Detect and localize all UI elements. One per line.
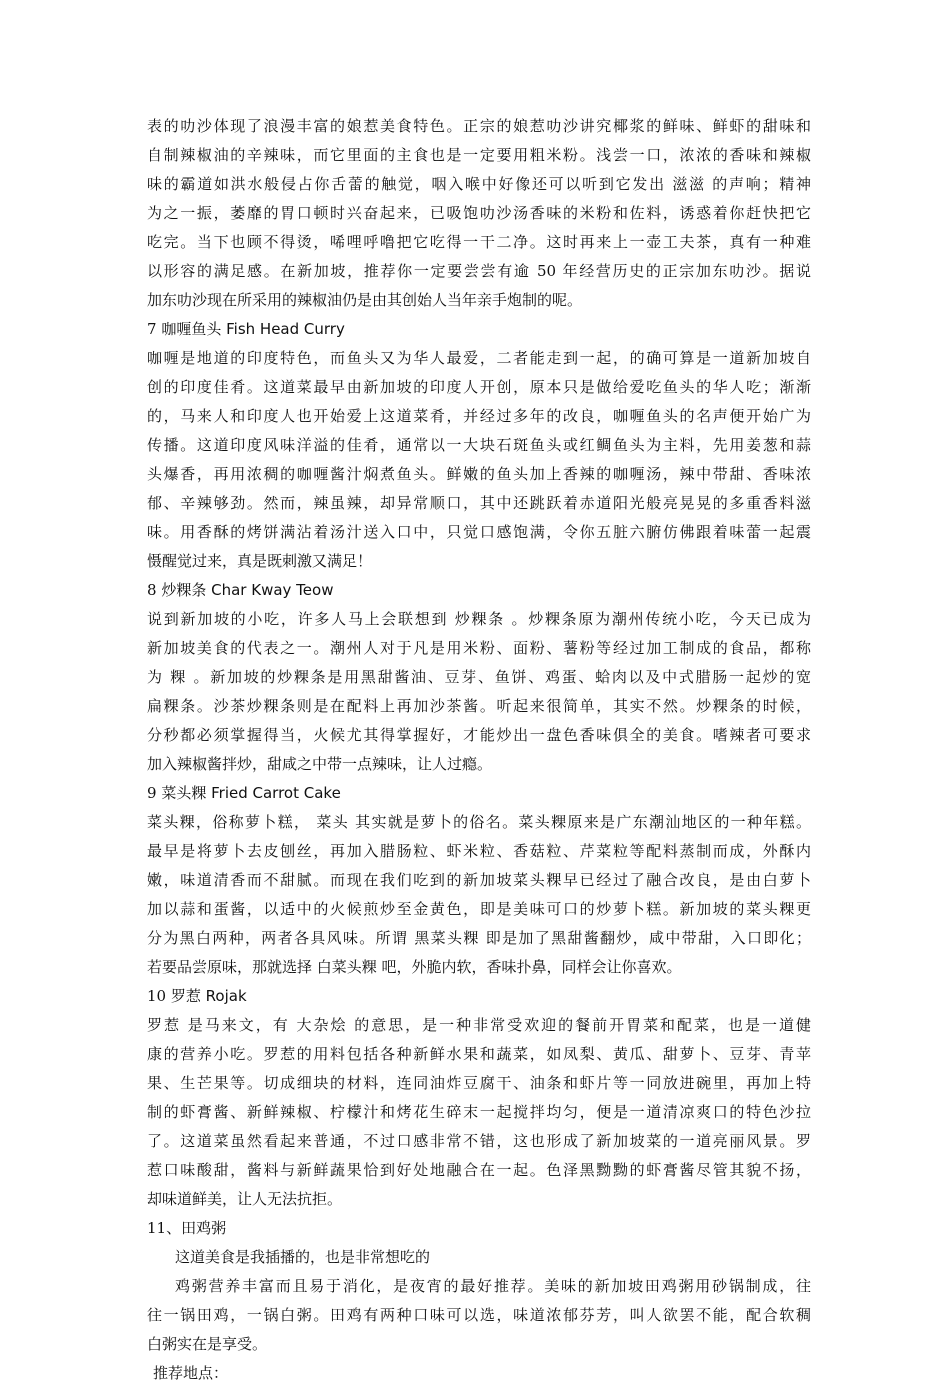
section-title-en: Fish Head Curry [226,320,345,338]
section-heading: 11、田鸡粥 [147,1219,227,1237]
paragraph-line: 往一锅田鸡，一锅白粥。田鸡有两种口味可以选，味道浓郁芬芳，叫人欲罢不能，配合软稠 [147,1306,811,1324]
paragraph-line: 了。这道菜虽然看起来普通，不过口感非常不错，这也形成了新加坡菜的一道亮丽风景。罗 [147,1132,811,1150]
paragraph-line: 头爆香，再用浓稠的咖喱酱汁焖煮鱼头。鲜嫩的鱼头加上香辣的咖喱汤，辣中带甜、香味浓 [147,465,811,483]
intro-line: 这道美食是我插播的，也是非常想吃的 [175,1248,431,1266]
paragraph-line: 扁粿条。沙茶炒粿条则是在配料上再加沙茶酱。听起来很简单，其实不然。炒粿条的时候， [147,697,811,715]
paragraph-line: 却味道鲜美，让人无法抗拒。 [147,1190,343,1208]
section-title-en: Char Kway Teow [211,581,334,599]
paragraph-line: 若要品尝原味，那就选择 白菜头粿 吧，外脆内软，香味扑鼻，同样会让你喜欢。 [147,958,682,976]
paragraph-line: 白粥实在是享受。 [147,1335,268,1353]
paragraph-line: 加入辣椒酱拌炒，甜咸之中带一点辣味，让人过瘾。 [147,755,493,773]
paragraph-line: 慑醒觉过来，真是既刺激又满足！ [147,552,373,570]
section-title-cn: 罗惹 [170,987,201,1005]
document-page [147,112,811,1388]
paragraph-line: 味的霸道如洪水般侵占你舌蕾的触觉，咽入喉中好像还可以听到它发出 滋滋 的声响；精神 [147,175,811,193]
paragraph-line: 创的印度佳肴。这道菜最早由新加坡的印度人开创，原本只是做给爱吃鱼头的华人吃；渐渐 [147,378,811,396]
paragraph-line: 传播。这道印度风味洋溢的佳肴，通常以一大块石斑鱼头或红鲷鱼头为主料，先用姜葱和蒜 [147,436,811,454]
paragraph-line: 加东叻沙现在所采用的辣椒油仍是由其创始人当年亲手炮制的呢。 [147,291,583,309]
section-10 [147,982,811,1214]
section-8 [147,576,811,779]
paragraph-line: 制的虾膏酱、新鲜辣椒、柠檬汁和烤花生碎末一起搅拌均匀，便是一道清凉爽口的特色沙拉 [147,1103,811,1121]
paragraph-line: 味。用香酥的烤饼满沾着汤汁送入口中，只觉口感饱满，令你五脏六腑仿佛跟着味蕾一起震 [147,523,811,541]
paragraph-line: 鸡粥营养丰富而且易于消化，是夜宵的最好推荐。美味的新加坡田鸡粥用砂锅制成，往 [175,1277,811,1295]
section-title-en: Rojak [205,987,247,1005]
paragraph-line: 自制辣椒油的辛辣味，而它里面的主食也是一定要用粗米粉。浅尝一口，浓浓的香味和辣椒 [147,146,811,164]
paragraph-line: 果、生芒果等。切成细块的材料，连同油炸豆腐干、油条和虾片等一同放进碗里，再加上特 [147,1074,811,1092]
paragraph-line: 罗惹 是马来文，有 大杂烩 的意思，是一种非常受欢迎的餐前开胃菜和配菜，也是一道健 [147,1016,811,1034]
section-number: 8 [147,581,157,599]
section-number: 10 [147,987,167,1005]
paragraph-line: 菜头粿，俗称萝卜糕， 菜头 其实就是萝卜的俗名。菜头粿原来是广东潮汕地区的一种年糕。 [147,813,811,831]
paragraph-line: 惹口味酸甜，酱料与新鲜蔬果恰到好处地融合在一起。色泽黑黝黝的虾膏酱尽管其貌不扬， [147,1161,811,1179]
paragraph-line: 为 粿 。新加坡的炒粿条是用黑甜酱油、豆芽、鱼饼、鸡蛋、蛤肉以及中式腊肠一起炒的宽 [147,668,811,686]
paragraph-line: 以形容的满足感。在新加坡，推荐你一定要尝尝有逾 50 年经营历史的正宗加东叻沙。据说 [147,262,811,280]
section-9 [147,779,811,982]
paragraph-line: 为之一振，萎靡的胃口顿时兴奋起来，已吸饱叻沙汤香味的米粉和佐料，诱惑着你赶快把它 [147,204,811,222]
section-heading [147,779,811,808]
section-heading [147,315,811,344]
section-6-tail [147,112,811,315]
paragraph-line: 的，马来人和印度人也开始爱上这道菜肴，并经过多年的改良，咖喱鱼头的名声便开始广为 [147,407,811,425]
section-number: 7 [147,320,157,338]
section-heading [147,576,811,605]
section-title-cn: 咖喱鱼头 [161,320,222,338]
paragraph-line: 加以蒜和蛋酱，以适中的火候煎炒至金黄色，即是美味可口的炒萝卜糕。新加坡的菜头粿更 [147,900,811,918]
paragraph-line: 康的营养小吃。罗惹的用料包括各种新鲜水果和蔬菜，如凤梨、黄瓜、甜萝卜、豆芽、青苹 [147,1045,811,1063]
paragraph-line: 新加坡美食的代表之一。潮州人对于凡是用米粉、面粉、薯粉等经过加工制成的食品，都称 [147,639,811,657]
recommend-label: 推荐地点： [153,1364,229,1382]
section-number: 9 [147,784,157,802]
paragraph-line: 嫩，味道清香而不甜腻。而现在我们吃到的新加坡菜头粿早已经过了融合改良，是由白萝卜 [147,871,811,889]
section-title-cn: 炒粿条 [161,581,207,599]
paragraph-line: 表的叻沙体现了浪漫丰富的娘惹美食特色。正宗的娘惹叻沙讲究椰浆的鲜味、鲜虾的甜味和 [147,117,811,135]
paragraph-line: 分秒都必须掌握得当，火候尤其得掌握好，才能炒出一盘色香味俱全的美食。嗜辣者可要求 [147,726,811,744]
section-title-cn: 菜头粿 [161,784,207,802]
paragraph-line: 吃完。当下也顾不得烫，唏哩呼噜把它吃得一干二净。这时再来上一壶工夫茶，真有一种难 [147,233,811,251]
section-7 [147,315,811,576]
paragraph-line: 最早是将萝卜去皮刨丝，再加入腊肠粒、虾米粒、香菇粒、芹菜粒等配料蒸制而成，外酥内 [147,842,811,860]
paragraph-line: 分为黑白两种，两者各具风味。所谓 黑菜头粿 即是加了黑甜酱翻炒，咸中带甜，入口即化； [147,929,811,947]
paragraph-line: 咖喱是地道的印度特色，而鱼头又为华人最爱，二者能走到一起，的确可算是一道新加坡自 [147,349,811,367]
paragraph-line: 郁、辛辣够劲。然而，辣虽辣，却异常顺口，其中还跳跃着赤道阳光般亮晃晃的多重香料滋 [147,494,811,512]
section-title-en: Fried Carrot Cake [211,784,341,802]
section-11 [147,1214,811,1388]
paragraph-line: 说到新加坡的小吃，许多人马上会联想到 炒粿条 。炒粿条原为潮州传统小吃，今天已成为 [147,610,811,628]
section-heading [147,982,811,1011]
